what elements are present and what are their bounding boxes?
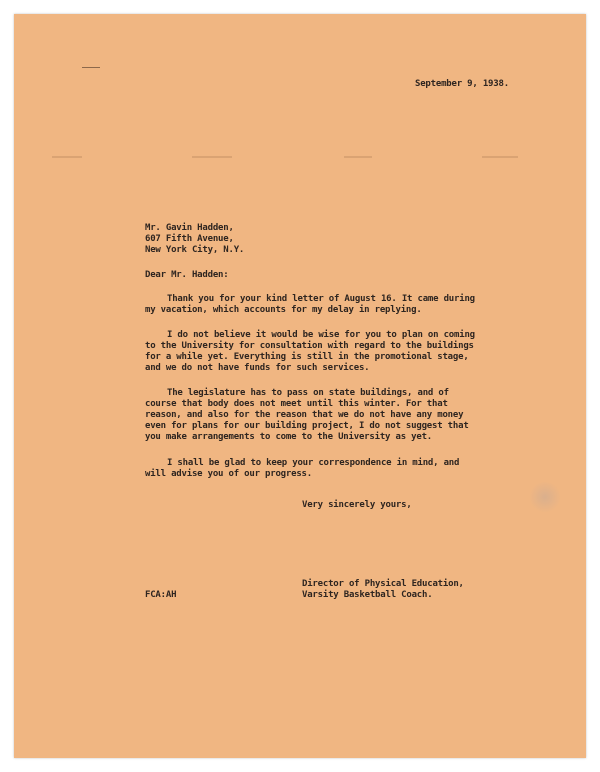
paragraph-line: to the University for consultation with regard to the buildings <box>145 341 474 351</box>
paragraph-line: you make arrangements to come to the University as yet. <box>145 432 433 442</box>
paragraph-4 <box>145 458 460 480</box>
paragraph-line: for a while yet. Everything is still in the promotional stage, <box>145 352 469 362</box>
paragraph-1 <box>145 294 475 316</box>
show-through-line <box>344 156 372 158</box>
paragraph-line: I shall be glad to keep your correspondence in mind, and <box>167 458 460 468</box>
recipient-city: New York City, N.Y. <box>145 245 245 255</box>
salutation: Dear Mr. Hadden: <box>145 270 229 280</box>
show-through-line <box>192 156 232 158</box>
mark <box>82 67 100 68</box>
paragraph-line: Thank you for your kind letter of August 16. It came during <box>167 294 475 304</box>
paragraph-line: I do not believe it would be wise for you to plan on coming <box>167 330 475 340</box>
paragraph-3 <box>145 388 469 443</box>
paragraph-line: my vacation, which accounts for my delay in replying. <box>145 305 422 315</box>
paragraph-line: even for plans for our building project, I do not suggest that <box>145 421 469 431</box>
letter-page <box>14 14 586 758</box>
show-through-line <box>482 156 518 158</box>
show-through-line <box>52 156 82 158</box>
paragraph-line: course that body does not meet until this winter. For that <box>145 399 448 409</box>
paragraph-2 <box>145 330 475 374</box>
recipient-street: 607 Fifth Avenue, <box>145 234 234 244</box>
letter-date: September 9, 1938. <box>415 79 509 89</box>
paper-stain <box>528 482 562 512</box>
closing: Very sincerely yours, <box>302 500 412 510</box>
paragraph-line: The legislature has to pass on state buildings, and of <box>167 388 449 398</box>
paragraph-line: and we do not have funds for such services. <box>145 363 370 373</box>
paragraph-line: will advise you of our progress. <box>145 469 312 479</box>
typist-initials: FCA:AH <box>145 590 177 600</box>
signature-title-2: Varsity Basketball Coach. <box>302 590 433 600</box>
signature-title-1: Director of Physical Education, <box>302 579 464 589</box>
recipient-name: Mr. Gavin Hadden, <box>145 223 234 233</box>
paragraph-line: reason, and also for the reason that we do not have any money <box>145 410 464 420</box>
